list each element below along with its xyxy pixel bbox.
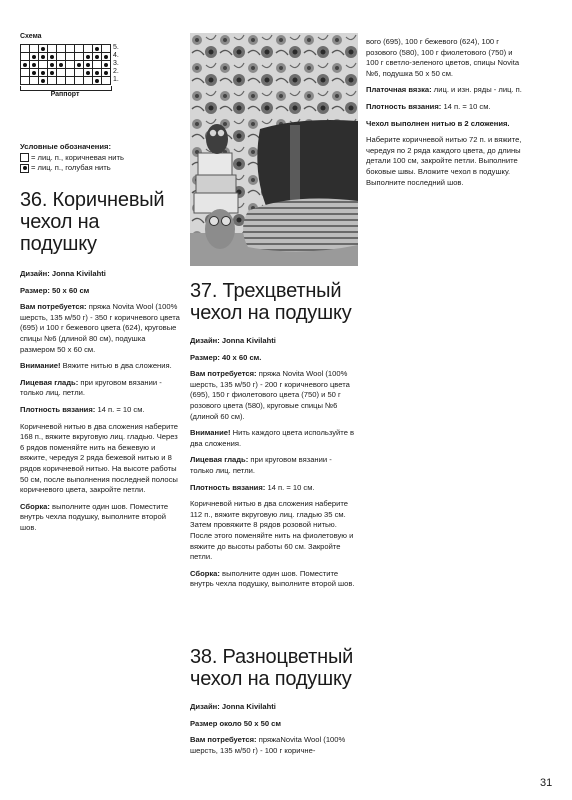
scheme-cell-dot [84, 69, 93, 77]
scheme-chart-grid [20, 44, 111, 85]
s36-density: Плотность вязания: 14 п. = 10 см. [20, 404, 145, 414]
scheme-cell-dot [39, 53, 48, 61]
section-36 [20, 189, 180, 539]
scheme-cell-dot [48, 61, 57, 69]
scheme-cell-dot [93, 69, 102, 77]
scheme-cell-dot [57, 61, 66, 69]
s38-garter: Платочная вязка: лиц. и изн. ряды - лиц. п. [366, 85, 522, 95]
s38-materials-continued: вого (695), 100 г бежевого (624), 100 г розового (580), 100 г фиолетового (750) и 100 г светло-зеленого цветов, спицы Novita №6, подушка 50 x 50 см. [366, 37, 520, 78]
scheme-cell-dot [21, 61, 30, 69]
scheme-row-number: 2. [113, 68, 119, 75]
scheme-cell-empty [66, 77, 75, 85]
scheme-cell-empty [66, 53, 75, 61]
scheme-cell-dot [39, 69, 48, 77]
scheme-cell-dot [48, 53, 57, 61]
page-number: 31 [540, 777, 553, 789]
s38-size: Размер около 50 x 50 см [190, 718, 282, 728]
scheme-cell-dot [30, 61, 39, 69]
s37-density: Плотность вязания: 14 п. = 10 см. [190, 482, 315, 492]
scheme-cell-empty [30, 45, 39, 53]
s37-design: Дизайн: Jonna Kivilahti [190, 336, 276, 345]
scheme-cell-empty [75, 77, 84, 85]
scheme-cell-empty [102, 77, 111, 85]
cushions-photo-illustration [190, 33, 358, 266]
s38-materials: Вам потребуется: пряжаNovita Wool (100% шерсть, 135 м/50 г) - 100 г коричне- [190, 735, 346, 755]
scheme-cell-empty [48, 77, 57, 85]
scheme-cell-empty [30, 77, 39, 85]
s37-materials: Вам потребуется: пряжа Novita Wool (100% шерсть, 135 м/50 г) - 200 г коричневого цвета (695), 150 г фиолетового цвета (750) и 50 г розового цвета (580), круговые спицы №6 (длиной 60 см). [190, 369, 350, 421]
scheme-row-number: 1. [113, 76, 119, 83]
scheme-cell-empty [75, 45, 84, 53]
section-37 [190, 280, 355, 596]
dot-cell-icon [20, 164, 29, 173]
scheme-cell-dot [93, 77, 102, 85]
scheme-cell-empty [75, 69, 84, 77]
s37-stitch: Лицевая гладь: при круговом вязании - только лиц. петли. [190, 455, 332, 475]
scheme-cell-empty [84, 45, 93, 53]
scheme-cell-empty [75, 53, 84, 61]
s36-instructions: Коричневой нитью в два сложения наберите 168 п., вяжите вкруговую лиц. гладью. Через 6 рядов поменяйте нить на бежевую и вяжите, чередуя 2 ряда бежевой нитью и 8 рядов коричневой нитью. На высоте работы 50 см, после выполнения последней полосы коричневого цвета, закройте петли. [20, 421, 178, 495]
s36-materials: Вам потребуется: пряжа Novita Wool (100% шерсть, 135 м/50 г) - 350 г коричневого цвета (695) и 100 г бежевого цвета (624), круговые спицы №6 (длиной 80 см), подушка размером 50 x 60 см. [20, 302, 180, 354]
scheme-cell-empty [66, 45, 75, 53]
legend [20, 142, 180, 174]
scheme-row-number: 5. [113, 44, 119, 51]
scheme-cell-empty [48, 45, 57, 53]
s36-note: Внимание! Вяжите нитью в два сложения. [20, 361, 172, 371]
empty-cell-icon [20, 153, 29, 162]
scheme-cell-dot [39, 45, 48, 53]
scheme-cell-dot [75, 61, 84, 69]
scheme-cell-empty [57, 77, 66, 85]
s38-double-strand: Чехол выполнен нитью в 2 сложения. [366, 118, 510, 128]
legend-item-dot: = лиц. п., голубая нить [20, 163, 180, 174]
scheme-cell-empty [84, 77, 93, 85]
scheme-cell-dot [102, 53, 111, 61]
scheme-cell-dot [102, 61, 111, 69]
s36-design: Дизайн: Jonna Kivilahti [20, 269, 106, 278]
scheme-cell-dot [30, 69, 39, 77]
s36-assembly: Сборка: выполните один шов. Поместите внутрь чехла подушку, выполните второй шов. [20, 501, 169, 532]
scheme-cell-empty [57, 53, 66, 61]
scheme-cell-dot [102, 69, 111, 77]
s37-note: Внимание! Нить каждого цвета используйте в два сложения. [190, 428, 355, 448]
scheme-block [20, 32, 170, 112]
scheme-cell-dot [84, 53, 93, 61]
rapport-bracket [20, 86, 110, 94]
s37-assembly: Сборка: выполните один шов. Поместите внутрь чехла подушку, выполните второй шов. [190, 568, 355, 589]
scheme-cell-empty [21, 77, 30, 85]
scheme-cell-empty [66, 61, 75, 69]
scheme-row-number: 4. [113, 52, 119, 59]
s38-instructions: Наберите коричневой нитью 72 п. и вяжите, чередуя по 2 ряда каждого цвета, до длины детали 100 см, закройте петли. Выполните боковые швы. Вложите чехол в подушку. Выполните последний шов. [366, 135, 522, 187]
section-38-continued [366, 37, 526, 194]
scheme-cell-dot [30, 53, 39, 61]
scheme-cell-empty [21, 45, 30, 53]
scheme-cell-empty [93, 61, 102, 69]
scheme-cell-empty [66, 69, 75, 77]
scheme-cell-empty [21, 69, 30, 77]
scheme-cell-empty [21, 53, 30, 61]
scheme-cell-dot [48, 69, 57, 77]
scheme-cell-dot [39, 77, 48, 85]
scheme-cell-empty [102, 45, 111, 53]
scheme-cell-dot [93, 53, 102, 61]
section-36-title: 36. Коричневый чехол на подушку [20, 189, 165, 255]
scheme-title: Схема [20, 33, 42, 40]
legend-title: Условные обозначения: [20, 142, 112, 151]
s38-design: Дизайн: Jonna Kivilahti [190, 702, 276, 711]
s38-density: Плотность вязания: 14 п. = 10 см. [366, 101, 491, 111]
legend-item-empty: = лиц. п., коричневая нить [20, 153, 180, 164]
s37-instructions: Коричневой нитью в два сложения наберите 112 п., вяжите вкруговую лиц. гладью 35 см. Затем провяжите 8 рядов розовой нитью. После этого поменяйте нить на фиолетовую и вяжите до высоты работы 60 см. Закройте петли. [190, 499, 354, 562]
s36-size: Размер: 50 x 60 см [20, 285, 90, 295]
section-38 [190, 646, 355, 762]
section-37-title: 37. Трехцветный чехол на подушку [190, 280, 352, 324]
scheme-row-numbers [113, 44, 119, 85]
scheme-cell-empty [39, 61, 48, 69]
s37-size: Размер: 40 x 60 см. [190, 352, 262, 362]
section-38-title: 38. Разноцветный чехол на подушку [190, 646, 354, 690]
rapport-label: Раппорт [50, 91, 80, 98]
scheme-cell-dot [84, 61, 93, 69]
s36-stitch: Лицевая гладь: при круговом вязании - только лиц. петли. [20, 377, 162, 398]
cushions-photo [190, 33, 358, 266]
scheme-cell-dot [93, 45, 102, 53]
scheme-row-number: 3. [113, 60, 119, 67]
scheme-cell-empty [57, 45, 66, 53]
scheme-cell-empty [57, 69, 66, 77]
